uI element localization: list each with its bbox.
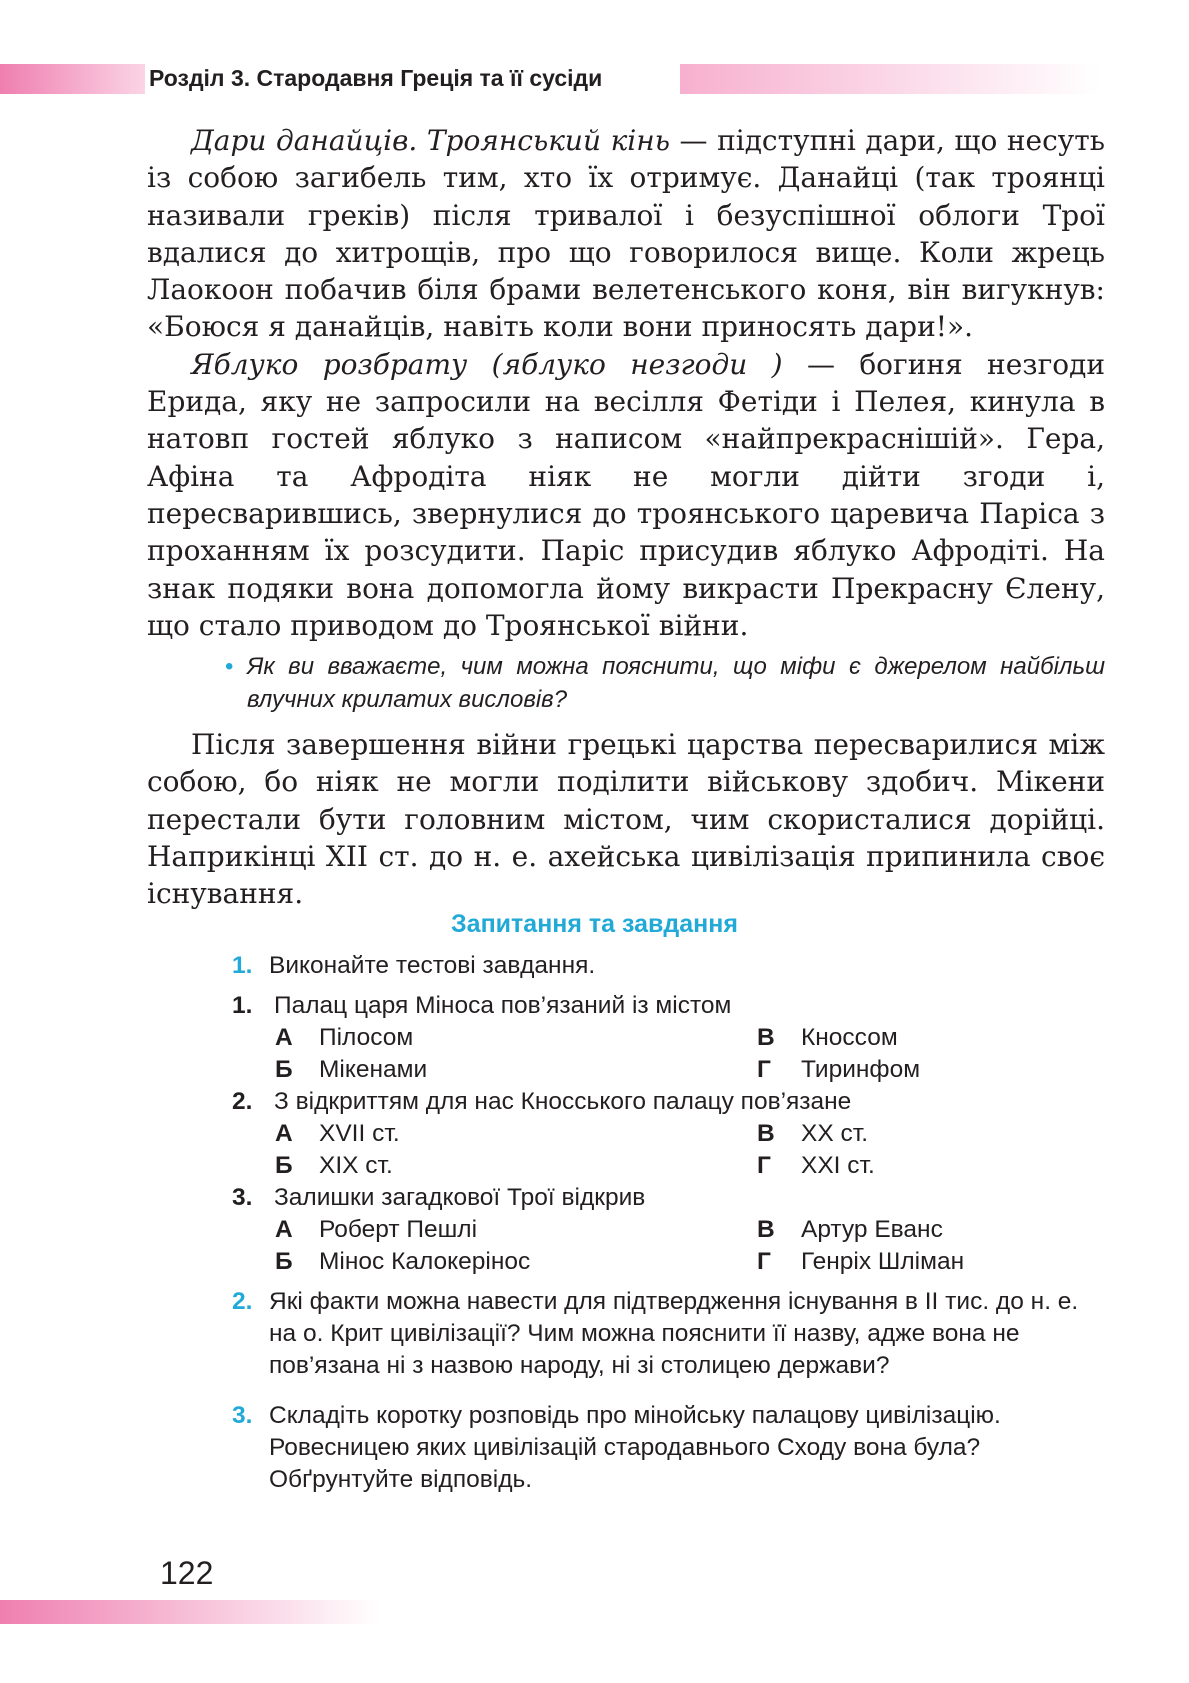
chapter-title: Розділ 3. Стародавня Греція та її сусіди <box>145 60 612 96</box>
term-apple-of-discord: Яблуко розбрату (яблуко незгоди ) <box>191 347 783 381</box>
question-number: 1. <box>232 992 253 1019</box>
option-text: Пілосом <box>319 1024 414 1051</box>
header-band-right <box>680 64 1100 94</box>
option-v <box>757 1022 1105 1054</box>
option-g <box>757 1150 1105 1182</box>
question-text: Палац царя Міноса пов’язаний із містом <box>274 992 732 1019</box>
paragraph-after-war: Після завершення війни грецькі царства пересварилися між собою, бо ніяк не могли поділити військову здобич. Мікени перестали бути головним містом, чим скористалися дорійці. Наприкінці XII ст. до н. е. ахейська цивілізація припинила своє існування. <box>147 728 1105 911</box>
option-letter: Г <box>757 1056 771 1083</box>
tasks-list <box>232 950 1105 1496</box>
task-3 <box>232 1400 1105 1496</box>
option-text: XXI ст. <box>801 1152 875 1179</box>
option-g <box>757 1054 1105 1086</box>
test-question-1 <box>232 990 1105 1086</box>
option-b <box>275 1054 757 1086</box>
option-b <box>275 1150 757 1182</box>
option-text: Мінос Калокерінос <box>319 1248 531 1275</box>
task-1 <box>232 950 1105 982</box>
option-text: Мікенами <box>319 1056 428 1083</box>
reflection-question-text: Як ви вважаєте, чим можна пояснити, що міфи є джерелом найбільш влучних крилатих висловів? <box>247 653 1105 714</box>
term-trojan-horse: Дари данайців. Троянський кінь <box>191 124 670 157</box>
test-question-3 <box>232 1182 1105 1278</box>
answer-options <box>275 1022 1105 1086</box>
task-text: Які факти можна навести для підтвердження існування в ІІ тис. до н. е. на о. Крит цивілізації? Чим можна пояснити її назву, адже вона не пов’язана ні з назвою народу, ні зі столицею держави? <box>269 1288 1079 1379</box>
option-text: XIX ст. <box>319 1152 393 1179</box>
task-number: 1. <box>232 952 253 979</box>
option-letter: А <box>275 1024 293 1051</box>
question-number: 3. <box>232 1184 253 1211</box>
test-question-2 <box>232 1086 1105 1182</box>
question-text: З відкриттям для нас Кносського палацу пов’язане <box>274 1088 852 1115</box>
page-number: 122 <box>160 1555 214 1591</box>
task-number: 2. <box>232 1288 253 1315</box>
option-a <box>275 1022 757 1054</box>
option-g <box>757 1246 1105 1278</box>
option-letter: А <box>275 1120 293 1147</box>
task-text: Складіть коротку розповідь про мінойську палацову цивілізацію. Ровесницею яких цивілізацій стародавнього Сходу вона була? Обґрунтуйте відповідь. <box>269 1402 1001 1493</box>
option-text: Генріх Шліман <box>801 1248 965 1275</box>
question-text: Залишки загадкової Трої відкрив <box>274 1184 646 1211</box>
option-text: Тиринфом <box>801 1056 921 1083</box>
question-number: 2. <box>232 1088 253 1115</box>
option-v <box>757 1214 1105 1246</box>
option-letter: Г <box>757 1248 771 1275</box>
main-text <box>147 122 1105 913</box>
option-letter: Б <box>275 1056 293 1083</box>
option-letter: Г <box>757 1152 771 1179</box>
option-a <box>275 1214 757 1246</box>
paragraph-apple-of-discord <box>147 346 1105 644</box>
option-letter: Б <box>275 1152 293 1179</box>
option-text: XVII ст. <box>319 1120 400 1147</box>
paragraph-trojan-horse <box>147 122 1105 346</box>
section-heading: Запитання та завдання <box>451 910 738 938</box>
task-number: 3. <box>232 1402 253 1429</box>
option-text: Роберт Пешлі <box>319 1216 478 1243</box>
option-text: XX ст. <box>801 1120 869 1147</box>
option-letter: Б <box>275 1248 293 1275</box>
answer-options <box>275 1214 1105 1278</box>
option-v <box>757 1118 1105 1150</box>
task-text: Виконайте тестові завдання. <box>269 952 596 979</box>
option-letter: В <box>757 1216 775 1243</box>
option-text: Артур Еванс <box>801 1216 943 1243</box>
option-letter: А <box>275 1216 293 1243</box>
option-letter: В <box>757 1120 775 1147</box>
paragraph-apple-of-discord-text: — богиня незгоди Ерида, яку не запросили на весілля Фетіди і Пелея, кинула в натовп гостей яблуко з написом «найпрекраснішій». Гера, Афіна та Афродіта ніяк не могли дійти згоди і, пересварившись, звернулися до троянського царевича Паріса з проханням їх розсудити. Паріс присудив яблуко Афродіті. На знак подяки вона допомогла йому викрасти Прекрасну Єлену, що стало приводом до Троянської війни. <box>147 347 1105 642</box>
reflection-question <box>225 650 1105 716</box>
bullet-icon: • <box>225 653 234 681</box>
option-b <box>275 1246 757 1278</box>
task-2 <box>232 1286 1105 1382</box>
header-band-left <box>0 64 150 94</box>
option-a <box>275 1118 757 1150</box>
answer-options <box>275 1118 1105 1182</box>
footer-band <box>0 1600 380 1624</box>
option-letter: В <box>757 1024 775 1051</box>
paragraph-trojan-horse-text: — підступні дари, що несуть із собою загибель тим, хто їх отримує. Данайці (так троянці називали греків) після тривалої і безуспішної облоги Трої вдалися до хитрощів, про що говорилося вище. Коли жрець Лаокоон побачив біля брами велетенського коня, він вигукнув: «Боюся я данайців, навіть коли вони приносять дари!». <box>147 124 1105 344</box>
option-text: Кноссом <box>801 1024 898 1051</box>
